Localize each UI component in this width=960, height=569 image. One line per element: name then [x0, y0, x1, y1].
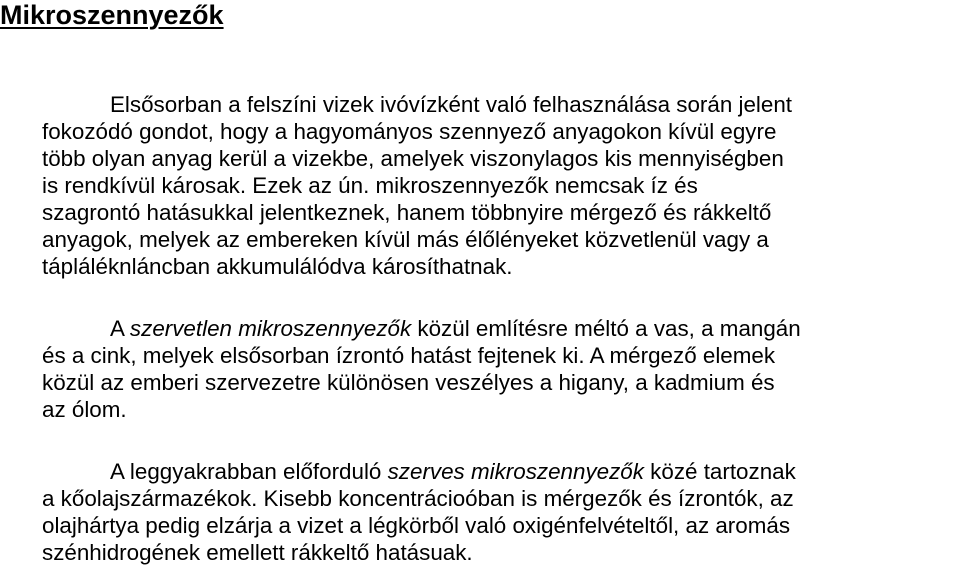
- text-line: fokozódó gondot, hogy a hagyományos szennyező anyagokon kívül egyre: [42, 119, 777, 144]
- paragraph-inorganic: [42, 315, 958, 423]
- text-line: tápláléknláncban akkumulálódva károsíthatnak.: [42, 254, 513, 279]
- text-run: közül említésre méltó a vas, a mangán: [411, 316, 801, 341]
- text-line: is rendkívül károsak. Ezek az ún. mikroszennyezők nemcsak íz és: [42, 173, 698, 198]
- emphasis-term: szervetlen mikroszennyezők: [129, 316, 412, 341]
- text-line: anyagok, melyek az embereken kívül más élőlényeket közvetlenül vagy a: [42, 227, 769, 252]
- paragraph-organic: [42, 458, 958, 566]
- text-line: közül az emberi szervezetre különösen veszélyes a higany, a kadmium és: [42, 370, 775, 395]
- paragraph-intro: [42, 91, 958, 280]
- text-line: Elsősorban a felszíni vizek ivóvízként való felhasználása során jelent: [110, 92, 793, 117]
- text-line: [42, 315, 958, 342]
- text-run: közé tartoznak: [643, 459, 796, 484]
- text-line: és a cink, melyek elsősorban ízrontó hatást fejtenek ki. A mérgező elemek: [42, 343, 776, 368]
- text-line: [42, 458, 958, 485]
- text-line: olajhártya pedig elzárja a vizet a légkörből való oxigénfelvételtől, az aromás: [42, 513, 791, 538]
- page-title: Mikroszennyezők: [0, 0, 224, 30]
- text-line: a kőolajszármazékok. Kisebb koncentrácioóban is mérgezők és ízrontók, az: [42, 486, 794, 511]
- text-run: A leggyakrabban előforduló: [110, 459, 388, 484]
- text-line: szénhidrogének emellett rákkeltő hatásuak.: [42, 540, 473, 565]
- emphasis-term: szerves mikroszennyezők: [387, 459, 644, 484]
- text-line: szagrontó hatásukkal jelentkeznek, hanem többnyire mérgező és rákkeltő: [42, 200, 772, 225]
- text-line: több olyan anyag kerül a vizekbe, amelyek viszonylagos kis mennyiségben: [42, 146, 784, 171]
- text-run: A: [110, 316, 130, 341]
- text-line: az ólom.: [42, 397, 127, 422]
